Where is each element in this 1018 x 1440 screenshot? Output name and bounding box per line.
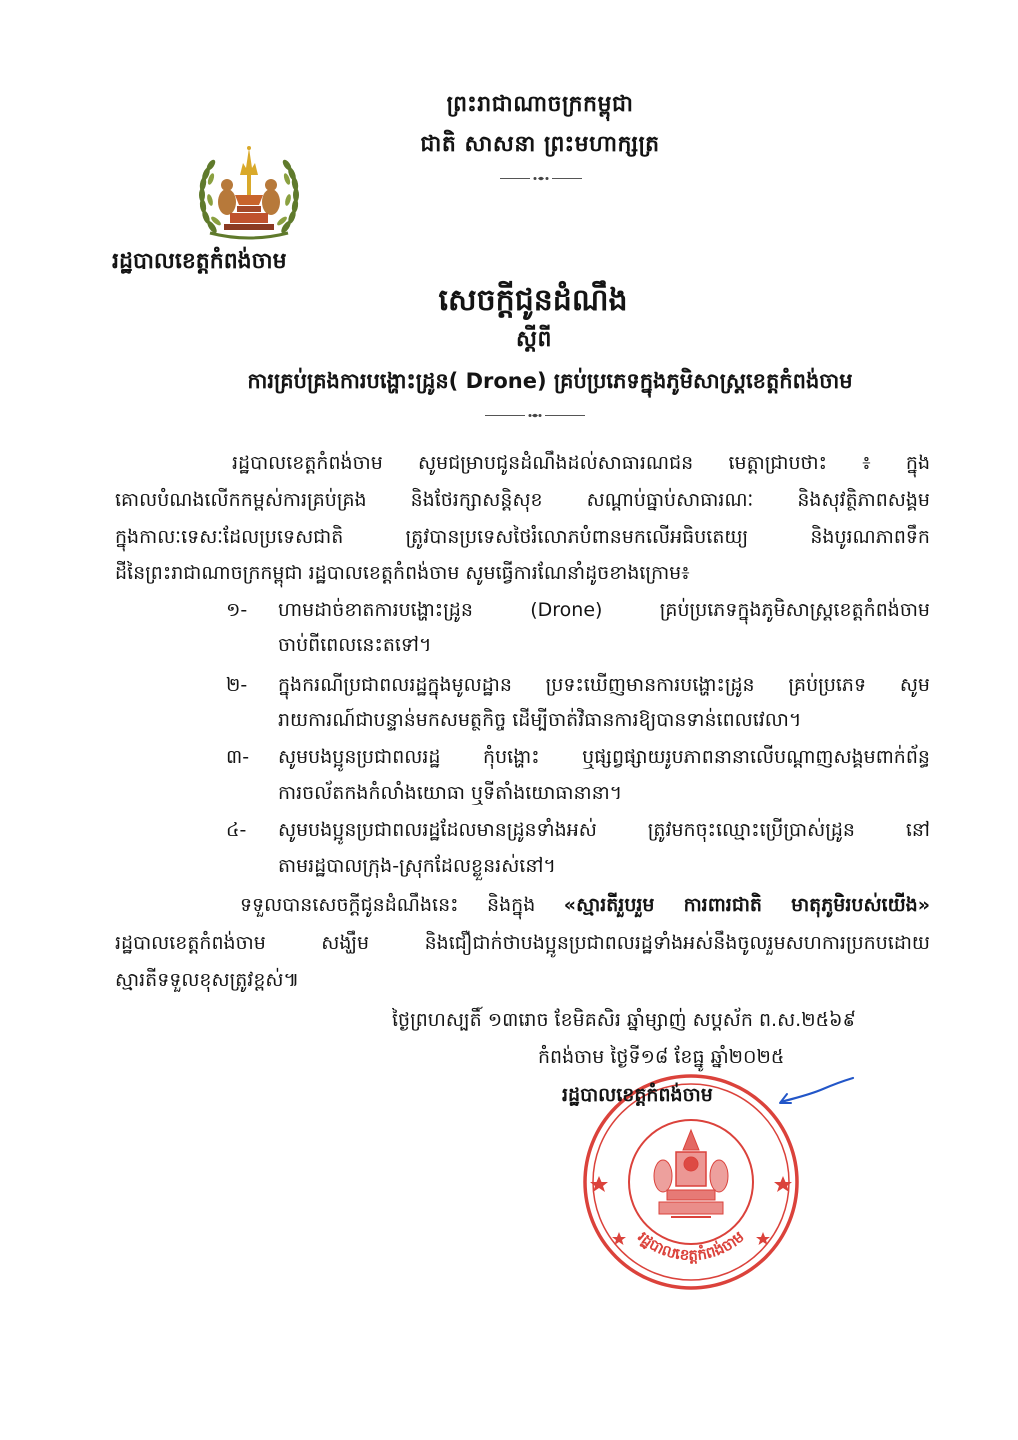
closing-text: ទទួលបានសេចក្តីជូនដំណឹងនេះ និងក្នុង <box>240 894 564 916</box>
emblem-ribbon <box>210 233 288 238</box>
directive-line: ការចល័តកងកំលាំងយោធា ឬទីតាំងយោធានានា។ <box>278 782 623 804</box>
directive-line: រាយការណ៍ជាបន្ទាន់មកសមត្ថកិច្ច ដើម្បីចាត់វិធានការឱ្យបានទាន់ពេលវេលា។ <box>278 709 802 731</box>
subject-label: ស្តីពី <box>516 327 552 352</box>
directive-line: សូមបងប្អូនប្រជាពលរដ្ឋដែលមានដ្រូនទាំងអស់ ត្រូវមកចុះឈ្មោះប្រើប្រាស់ដ្រូន នៅ <box>278 819 930 841</box>
directive-number: ២- <box>226 674 248 696</box>
directive-line: សូមបងប្អូនប្រជាពលរដ្ឋ កុំបង្ហោះ ឬផ្សព្វផ្សាយរូបភាពនានាលើបណ្តាញសង្គមពាក់ព័ន្ធ <box>278 746 930 768</box>
intro-line: ដីនៃព្រះរាជាណាចក្រកម្ពុជា រដ្ឋបាលខេត្តកំពង់ចាម សូមធ្វើការណែនាំដូចខាងក្រោម៖ <box>115 562 690 584</box>
closing-line <box>240 887 930 923</box>
header-divider <box>500 175 582 182</box>
seal-emblem <box>654 1130 728 1217</box>
closing-slogan: «ស្មារតីរួបរួម ការពារជាតិ មាតុភូមិរបស់យើង» <box>563 894 930 916</box>
title-divider <box>485 412 585 419</box>
kingdom-heading: ព្រះរាជាណាចក្រកម្ពុជា <box>446 92 634 117</box>
signature-icon <box>775 1076 855 1108</box>
directive-number: ៤- <box>226 819 247 841</box>
directive-line: ហាមដាច់ខាតការបង្ហោះដ្រូន (Drone) គ្រប់ប្រភេទក្នុងភូមិសាស្ត្រខេត្តកំពង់ចាម <box>278 599 930 621</box>
laurel-right <box>276 158 299 234</box>
seal-text-path: រដ្ឋបាលខេត្តកំពង់ចាម <box>634 1227 748 1265</box>
coat-of-arms-icon <box>190 145 308 241</box>
notice-subject: ការគ្រប់គ្រងការបង្ហោះដ្រូន( Drone) គ្រប់ប្រភេទក្នុងភូមិសាស្ត្រខេត្តកំពង់ចាម <box>247 369 853 393</box>
intro-line: រដ្ឋបាលខេត្តកំពង់ចាម សូមជម្រាបជូនដំណឹងដល់សាធារណជន មេត្តាជ្រាបថាះ ៖ ក្នុង <box>232 452 930 474</box>
closing-line: ស្មារតីទទួលខុសត្រូវខ្ពស់៕ <box>115 969 300 991</box>
directive-number: ១- <box>226 599 248 621</box>
closing-line: រដ្ឋបាលខេត្តកំពង់ចាម សង្ឃឹម និងជឿជាក់ថាបងប្អូនប្រជាពលរដ្ឋទាំងអស់នឹងចូលរួមសហការប្រកបដោយ <box>115 932 930 954</box>
crown <box>240 146 258 195</box>
lunar-date: ថ្ងៃព្រហស្បតិ៍ ១៣រោច ខែមិគសិរ ឆ្នាំម្សាញ់ សប្តស័ក ព.ស.២៥៦៩ <box>392 1009 856 1031</box>
laurel-left <box>199 158 222 234</box>
national-motto: ជាតិ សាសនា ព្រះមហាក្សត្រ <box>420 132 660 157</box>
solar-date: កំពង់ចាម ថ្ងៃទី១៨ ខែធ្នូ ឆ្នាំ២០២៥ <box>538 1046 785 1068</box>
issuing-authority: រដ្ឋបាលខេត្តកំពង់ចាម <box>112 249 287 274</box>
seal-text <box>634 1227 748 1264</box>
directive-number: ៣- <box>226 746 250 768</box>
notice-title: សេចក្តីជូនដំណឹង <box>438 283 628 318</box>
signatory-office: រដ្ឋបាលខេត្តកំពង់ចាម <box>562 1084 713 1106</box>
directive-line: តាមរដ្ឋបាលក្រុង-ស្រុកដែលខ្លួនរស់នៅ។ <box>278 855 556 877</box>
intro-line: គោលបំណងលើកកម្ពស់ការគ្រប់គ្រង និងថែរក្សាសន្តិសុខ សណ្តាប់ធ្នាប់សាធារណៈ និងសុវត្ថិភាពសង្គម <box>115 489 930 511</box>
intro-line: ក្នុងកាលៈទេសៈដែលប្រទេសជាតិ ត្រូវបានប្រទេសថៃរំលោភបំពានមកលើអធិបតេយ្យ និងបូរណភាពទឹក <box>115 526 930 548</box>
directive-line: ចាប់ពីពេលនេះតទៅ។ <box>278 634 432 656</box>
directive-line: ក្នុងករណីប្រជាពលរដ្ឋក្នុងមូលដ្ឋាន ប្រទះឃើញមានការបង្ហោះដ្រូន គ្រប់ប្រភេទ សូម <box>278 674 930 696</box>
